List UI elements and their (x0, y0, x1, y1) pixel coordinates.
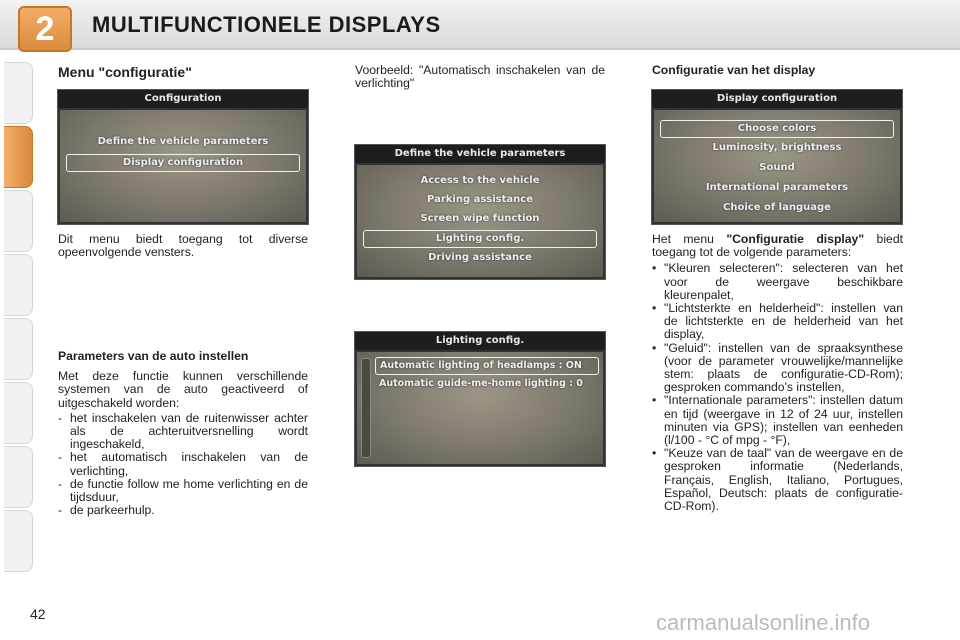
list-item: - het automatisch inschakelen van de verlichting, (58, 451, 308, 477)
side-tab-3 (4, 190, 33, 252)
screen-display-configuration (651, 89, 903, 225)
screen-item: Driving assistance (428, 252, 532, 263)
screen-item-selected: Automatic lighting of headlamps : ON (375, 357, 599, 375)
list-item: • "Internationale parameters": instellen datum en tijd (weergave in 12 of 24 uur, instellen minuten via GPS); instellen van eenheden (l/100 - °C of mpg - °F), (652, 394, 903, 447)
parameters-heading: Parameters van de auto instellen (58, 349, 249, 363)
side-tab-5 (4, 318, 33, 380)
screen-item: Automatic guide-me-home lighting : 0 (379, 378, 583, 389)
screen-body (357, 352, 603, 464)
side-tab-7 (4, 446, 33, 508)
screen-item: Choice of language (723, 202, 831, 213)
parameters-section (58, 350, 308, 517)
side-tab-8 (4, 510, 33, 572)
parameters-list (58, 412, 308, 518)
screen-body (357, 165, 603, 277)
watermark: carmanualsonline.info (656, 610, 871, 635)
screen-title: Define the vehicle parameters (355, 145, 605, 163)
list-item: • "Kleuren selecteren": selecteren van het voor de weergave beschikbare kleurenpalet, (652, 262, 903, 302)
display-config-heading: Configuratie van het display (652, 63, 816, 77)
example-text: Voorbeeld: "Automatisch inschakelen van de verlichting" (355, 63, 605, 91)
screen-lighting-config (354, 331, 606, 467)
intro-suffix: biedt toegang tot de volgende parameters: (652, 232, 903, 260)
screen-item: International parameters (705, 182, 849, 193)
parameters-intro: Met deze functie kunnen verschillende systemen van de auto geactiveerd of uitgeschakeld worden: (58, 369, 308, 410)
display-config-intro (652, 233, 903, 259)
screen-item-selected: Display configuration (66, 154, 300, 172)
screen-item: Screen wipe function (420, 213, 540, 224)
display-config-list (652, 262, 903, 513)
screen-vehicle-parameters (354, 144, 606, 280)
screen-item: Sound (759, 162, 795, 173)
intro-paragraph: Dit menu biedt toegang tot diverse opeenvolgende vensters. (58, 232, 308, 260)
side-tab-6 (4, 382, 33, 444)
intro-menu-name: "Configuratie display" (726, 232, 865, 246)
list-item: • "Keuze van de taal" van de weergave en de gesproken informatie (Nederlands, Français, English, Italiano, Portugues, Español, Deutsch: plaats de configuratie-CD-Rom). (652, 447, 903, 513)
side-chapter-tabs (0, 62, 34, 582)
list-item: - de functie follow me home verlichting en de tijdsduur, (58, 478, 308, 504)
list-item: • "Geluid": instellen van de spraaksynthese (voor de parameter vrouwelijke/mannelijke stem: plaats de configuratie-CD-Rom); gesproken commando's instellen, (652, 342, 903, 395)
side-tab-2-active (4, 126, 33, 188)
side-tab-1 (4, 62, 33, 124)
intro-prefix: Het menu (652, 232, 727, 246)
list-item: • "Lichtsterkte en helderheid": instellen van de lichtsterkte en de helderheid van het display, (652, 302, 903, 342)
screen-title: Lighting config. (355, 332, 605, 350)
screen-item: Define the vehicle parameters (97, 136, 269, 147)
chapter-badge: 2 (18, 6, 72, 52)
list-item: - de parkeerhulp. (58, 504, 308, 517)
screen-title: Display configuration (652, 90, 902, 108)
display-config-section (652, 233, 903, 513)
page-number: 42 (30, 606, 46, 622)
page-title: MULTIFUNCTIONELE DISPLAYS (92, 12, 441, 37)
screen-item: Luminosity, brightness (712, 142, 842, 153)
screen-title: Configuration (58, 90, 308, 108)
side-tab-4 (4, 254, 33, 316)
list-item: - het inschakelen van de ruitenwisser achter als de achteruitversnelling wordt ingeschakeld, (58, 412, 308, 452)
scrollbar (361, 358, 371, 458)
screen-body (654, 110, 900, 222)
screen-item-selected: Choose colors (660, 120, 894, 138)
screen-body (60, 110, 306, 222)
screen-configuration (57, 89, 309, 225)
screen-item-selected: Lighting config. (363, 230, 597, 248)
menu-configuratie-heading: Menu "configuratie" (58, 64, 192, 80)
screen-item: Access to the vehicle (420, 175, 540, 186)
screen-item: Parking assistance (427, 194, 533, 205)
